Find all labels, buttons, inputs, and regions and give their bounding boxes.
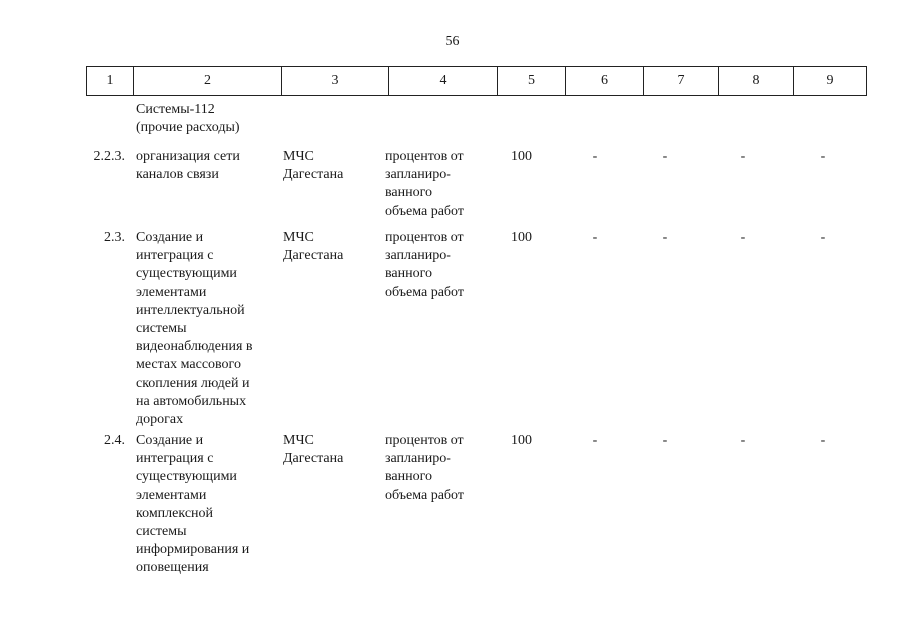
column-header-table	[86, 66, 867, 96]
row-executor-line: Дагестана	[283, 451, 344, 467]
row-executor-line: Дагестана	[283, 167, 344, 183]
row-name-line: системы	[136, 321, 187, 337]
row-dash-col9: -	[820, 149, 826, 164]
row-name-line: элементами	[136, 284, 207, 300]
row-executor	[283, 432, 383, 468]
row-name-line: информирования и	[136, 542, 250, 558]
row-executor-line: Дагестана	[283, 248, 344, 264]
row-name-line: комплексной	[136, 505, 214, 521]
row-unit-line: процентов от	[385, 433, 464, 448]
row-name-line: Создание и	[136, 230, 204, 245]
column-header-3: 3	[282, 67, 389, 96]
row-name-line: существующими	[136, 469, 237, 485]
row-name	[136, 432, 284, 578]
row-value: 100	[511, 433, 532, 448]
column-header-4: 4	[389, 67, 498, 96]
row-unit	[385, 148, 495, 221]
row-dash-col6: -	[592, 149, 598, 164]
row-name	[136, 229, 284, 429]
row-number: 2.2.3.	[93, 149, 125, 164]
row-value: 100	[511, 149, 532, 164]
page-number: 56	[445, 34, 460, 49]
row-dash-col7: -	[662, 230, 668, 245]
row-executor-line: МЧС	[283, 230, 314, 245]
row-dash-col7: -	[662, 433, 668, 448]
continuation-text	[136, 101, 284, 137]
row-name-line: организация сети	[136, 149, 240, 164]
row-number: 2.3.	[104, 230, 125, 245]
column-header-9: 9	[794, 67, 867, 96]
continuation-line: (прочие расходы)	[136, 120, 240, 136]
column-header-6: 6	[566, 67, 644, 96]
row-unit-line: ванного	[385, 469, 433, 485]
row-unit-line: запланиро-	[385, 451, 451, 467]
row-unit-line: запланиро-	[385, 167, 451, 183]
column-header-1: 1	[87, 67, 134, 96]
row-name-line: скопления людей и	[136, 375, 250, 391]
row-name-line: существующими	[136, 266, 237, 282]
row-name-line: каналов связи	[136, 167, 219, 183]
row-name-line: Создание и	[136, 433, 204, 448]
row-dash-col9: -	[820, 433, 826, 448]
row-unit-line: процентов от	[385, 149, 464, 164]
continuation-line: Системы-112	[136, 102, 215, 117]
row-name-line: на автомобильных	[136, 393, 247, 409]
row-dash-col7: -	[662, 149, 668, 164]
row-executor	[283, 148, 383, 184]
row-name-line: системы	[136, 524, 187, 540]
row-unit	[385, 432, 495, 505]
column-header-2: 2	[134, 67, 282, 96]
row-dash-col6: -	[592, 230, 598, 245]
row-name-line: оповещения	[136, 560, 209, 576]
row-number: 2.4.	[104, 433, 125, 448]
row-name-line: интеграция с	[136, 451, 214, 467]
row-dash-col8: -	[740, 230, 746, 245]
row-unit-line: объема работ	[385, 487, 464, 503]
row-dash-col9: -	[820, 230, 826, 245]
row-name-line: видеонаблюдения в	[136, 339, 253, 355]
row-unit-line: процентов от	[385, 230, 464, 245]
row-executor	[283, 229, 383, 265]
row-executor-line: МЧС	[283, 149, 314, 164]
row-name-line: интеллектуальной	[136, 302, 245, 318]
row-unit-line: ванного	[385, 266, 433, 282]
row-unit	[385, 229, 495, 302]
row-name	[136, 148, 284, 184]
column-header-7: 7	[644, 67, 719, 96]
row-executor-line: МЧС	[283, 433, 314, 448]
row-name-line: дорогах	[136, 412, 184, 428]
row-name-line: элементами	[136, 487, 207, 503]
row-unit-line: объема работ	[385, 203, 464, 219]
column-header-5: 5	[498, 67, 566, 96]
row-unit-line: объема работ	[385, 284, 464, 300]
column-header-8: 8	[719, 67, 794, 96]
row-name-line: интеграция с	[136, 248, 214, 264]
row-dash-col6: -	[592, 433, 598, 448]
row-dash-col8: -	[740, 149, 746, 164]
row-unit-line: ванного	[385, 185, 433, 201]
row-unit-line: запланиро-	[385, 248, 451, 264]
row-dash-col8: -	[740, 433, 746, 448]
row-value: 100	[511, 230, 532, 245]
row-name-line: местах массового	[136, 357, 241, 373]
